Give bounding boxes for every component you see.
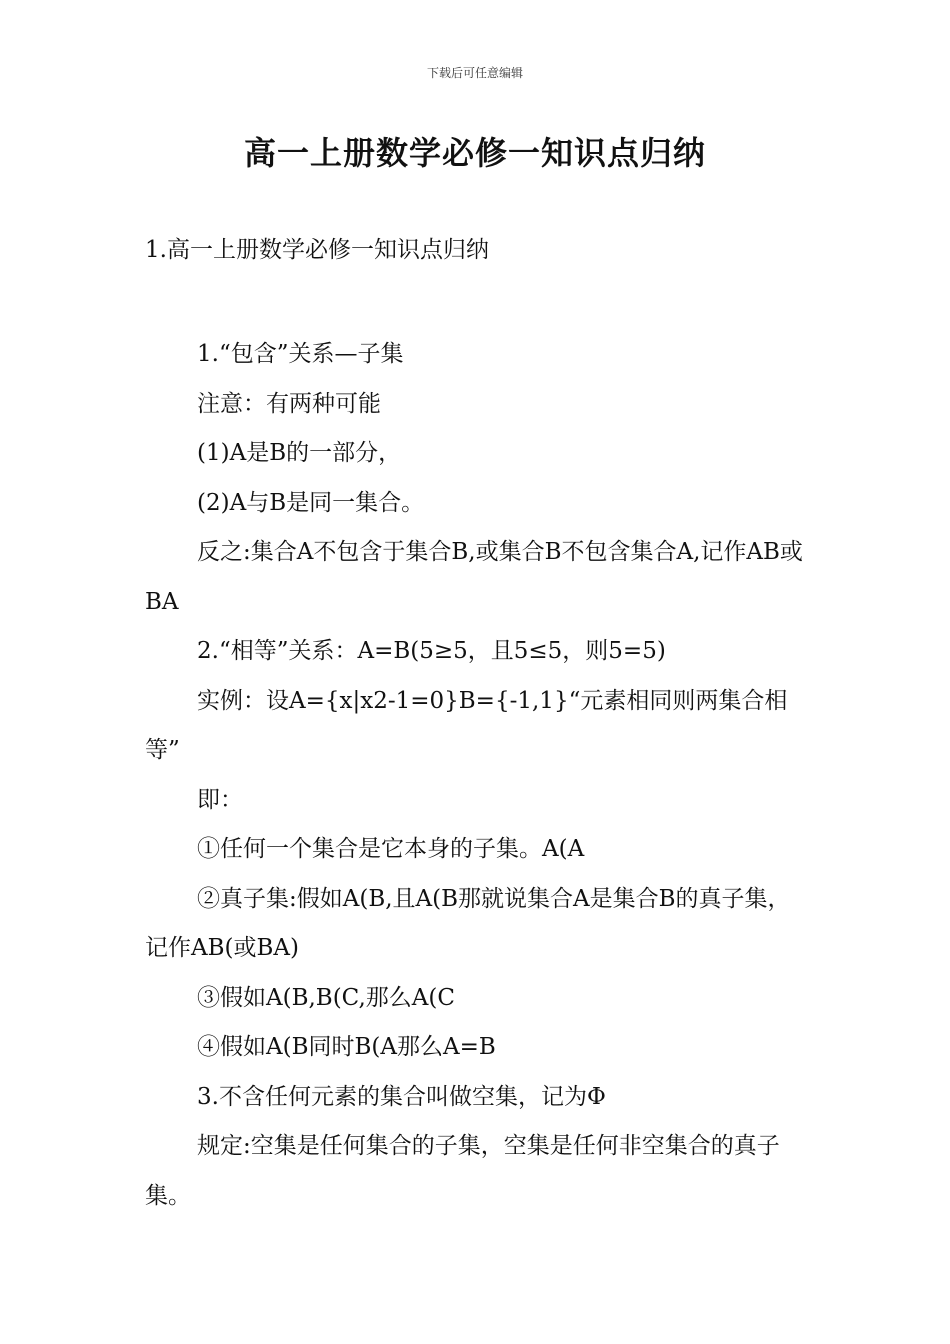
paragraph-rule-4: ④假如A(B同时B(A那么A=B	[197, 1034, 496, 1060]
document-body	[145, 330, 810, 1221]
paragraph-case-1: (1)A是B的一部分，	[197, 440, 402, 466]
paragraph-subset-relation: 1.“包含”关系—子集	[197, 341, 404, 367]
paragraph-note: 注意：有两种可能	[197, 390, 381, 417]
paragraph-empty-set: 3.不含任何元素的集合叫做空集，记为Φ	[197, 1083, 606, 1110]
paragraph-rule-2: ②真子集:假如A(B,且A(B那就说集合A是集合B的真子集，记作AB(或BA)	[145, 885, 791, 961]
paragraph-namely: 即：	[197, 786, 243, 813]
paragraph-converse: 反之:集合A不包含于集合B,或集合B不包含集合A,记作AB或BA	[145, 539, 803, 615]
paragraph-case-2: (2)A与B是同一集合。	[197, 489, 425, 516]
header-note: 下载后可任意编辑	[426, 66, 523, 80]
section-heading: 1.高一上册数学必修一知识点归纳	[145, 237, 489, 263]
document-title: 高一上册数学必修一知识点归纳	[243, 134, 706, 172]
paragraph-rule-1: ①任何一个集合是它本身的子集。A(A	[197, 836, 585, 862]
paragraph-rule-3: ③假如A(B,B(C,那么A(C	[197, 984, 455, 1011]
paragraph-example: 实例：设A={x|x2-1=0}B={-1,1}“元素相同则两集合相等”	[145, 687, 788, 763]
paragraph-empty-set-rule: 规定:空集是任何集合的子集，空集是任何非空集合的真子集。	[145, 1133, 780, 1209]
paragraph-equality-relation: 2.“相等”关系：A=B(5≥5，且5≤5，则5=5)	[197, 638, 666, 664]
